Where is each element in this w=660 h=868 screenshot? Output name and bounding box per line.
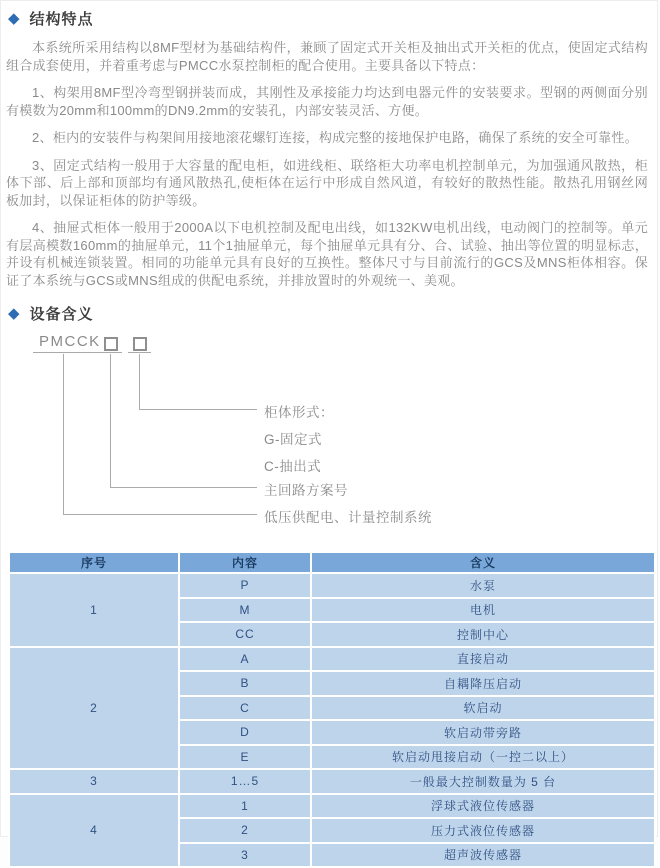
section-device-heading [6,303,650,324]
cell-content: D [179,720,311,745]
diagram-label-cabinet-type: 柜体形式： [264,405,334,420]
placeholder-underline [128,352,151,353]
diagram-label-drawout-type: C-抽出式 [264,459,322,474]
header-number: 序号 [9,552,179,573]
cell-meaning: 水泵 [311,573,655,598]
table-row [9,794,655,819]
connector-line [63,354,64,514]
cell-meaning: 一般最大控制数量为 5 台 [311,769,655,794]
connector-line [110,487,257,488]
section-structure-title: 结构特点 [29,11,94,28]
device-meaning-table [8,551,656,868]
section-structure-heading [6,8,650,29]
cell-meaning: 软启动 [311,696,655,721]
table-row [9,647,655,672]
connector-line [110,354,111,487]
model-code: PMCCK [33,333,105,353]
cell-content: C [179,696,311,721]
cell-number: 3 [9,769,179,794]
diagram-label-scheme-number: 主回路方案号 [264,483,348,498]
cell-content: 1…5 [179,769,311,794]
placeholder-box-icon [133,337,147,351]
cell-meaning: 超声波传感器 [311,843,655,868]
diamond-icon: ◆ [8,305,21,322]
structure-paragraph: 2、柜内的安装件与构架间用接地滚花螺钉连接，构成完整的接地保护电路，确保了系统的安全可靠性。 [32,130,639,145]
placeholder-underline [99,352,122,353]
diagram-label-fixed-type: G-固定式 [264,432,322,447]
connector-line [139,354,140,409]
structure-paragraph: 本系统所采用结构以8MF型材为基础结构件，兼顾了固定式开关柜及抽出式开关柜的优点，使固定式结构组合成套使用，并着重考虑与PMCC水泵控制柜的配合使用。主要具备以下特点： [6,40,648,73]
table-header-row [9,552,655,573]
diamond-icon: ◆ [8,10,21,27]
cell-content: A [179,647,311,672]
cell-content: 3 [179,843,311,868]
table-row [9,769,655,794]
cell-meaning: 直接启动 [311,647,655,672]
cell-meaning: 电机 [311,598,655,623]
placeholder-box-icon [104,337,118,351]
cell-content: E [179,745,311,770]
cell-meaning: 软启动甩接启动（一控二以上） [311,745,655,770]
connector-line [139,409,257,410]
cell-content: CC [179,622,311,647]
table-row [9,573,655,598]
structure-paragraph: 1、构架用8MF型冷弯型钢拼装而成，其刚性及承接能力均达到电器元件的安装要求。型钢的两侧面分别有模数为20mm和100mm的DN9.2mm的安装孔，内部安装灵活、方便。 [6,85,648,118]
cell-meaning: 控制中心 [311,622,655,647]
cell-number: 4 [9,794,179,868]
cell-meaning: 压力式液位传感器 [311,818,655,843]
section-device-title: 设备含义 [29,306,94,323]
header-content: 内容 [179,552,311,573]
structure-paragraph: 4、抽屉式柜体一般用于2000A以下电机控制及配电出线，如132KW电机出线，电动阀门的控制等。单元有层高模数160mm的抽屉单元，11个1抽屉单元，每个抽屉单元具有分、合、试验、抽出等位置的明显标志，并设有机械连锁装置。相同的功能单元具有良好的互换性。整体尺寸与目前流行的GCS及MNS柜体相容。保证了本系统与GCS或MNS组成的供配电系统，并排放置时的外观统一、美观。 [6,220,648,288]
cell-content: 1 [179,794,311,819]
cell-content: P [179,573,311,598]
cell-content: 2 [179,818,311,843]
model-code-diagram [6,332,650,538]
cell-content: M [179,598,311,623]
structure-paragraph: 3、固定式结构一般用于大容量的配电柜，如进线柜、联络柜大功率电机控制单元，为加强通风散热，柜体下部、后上部和顶部均有通风散热孔,使柜体在运行中形成自然风道，有较好的散热性能。散热孔用钢丝网板加封，以保证柜体的防护等级。 [6,157,648,208]
cell-number: 2 [9,647,179,770]
cell-meaning: 软启动带旁路 [311,720,655,745]
cell-content: B [179,671,311,696]
cell-meaning: 浮球式液位传感器 [311,794,655,819]
header-meaning: 含义 [311,552,655,573]
diagram-label-system-name: 低压供配电、计量控制系统 [264,510,432,525]
connector-line [63,514,257,515]
cell-meaning: 自耦降压启动 [311,671,655,696]
cell-number: 1 [9,573,179,647]
